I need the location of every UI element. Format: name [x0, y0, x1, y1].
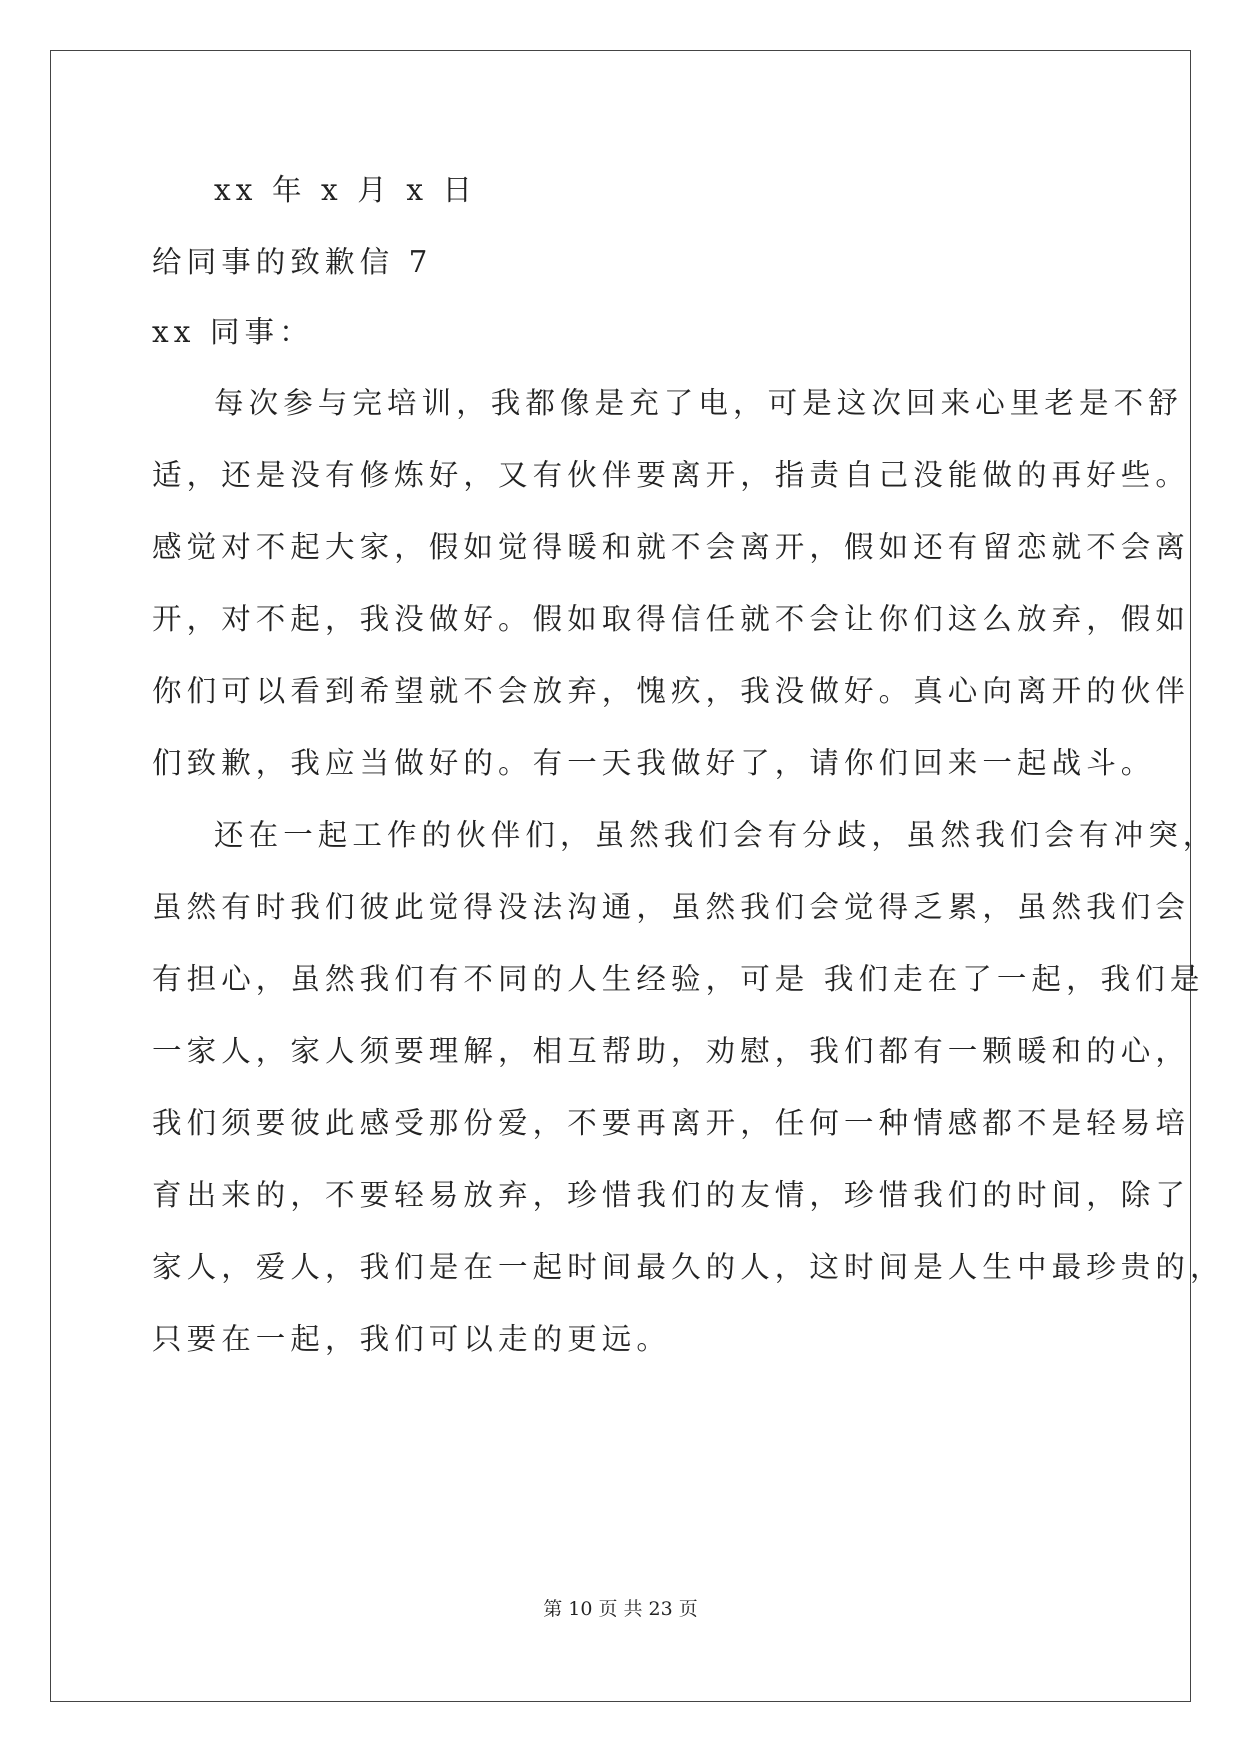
letter-title: 给同事的致歉信 7 — [152, 245, 433, 279]
paragraph-1-line: 适，还是没有修炼好，又有伙伴要离开，指责自己没能做的再好些。 — [152, 458, 1191, 492]
paragraph-2-line: 虽然有时我们彼此觉得没法沟通，虽然我们会觉得乏累，虽然我们会 — [152, 890, 1191, 924]
paragraph-2-line: 只要在一起，我们可以走的更远。 — [152, 1322, 672, 1356]
date-line: xx 年 x 月 x 日 — [214, 173, 478, 207]
paragraph-2-line: 育出来的，不要轻易放弃，珍惜我们的友情，珍惜我们的时间，除了 — [152, 1178, 1191, 1212]
paragraph-2-line: 还在一起工作的伙伴们，虽然我们会有分歧，虽然我们会有冲突， — [214, 818, 1218, 852]
salutation: xx 同事： — [152, 315, 314, 349]
page-border — [50, 50, 1191, 1702]
paragraph-2-line: 有担心，虽然我们有不同的人生经验，可是 我们走在了一起，我们是 — [152, 962, 1205, 996]
page-number-footer: 第 10 页 共 23 页 — [543, 1598, 698, 1620]
paragraph-2-line: 一家人，家人须要理解，相互帮助，劝慰，我们都有一颗暖和的心， — [152, 1034, 1191, 1068]
paragraph-1-line: 们致歉，我应当做好的。有一天我做好了，请你们回来一起战斗。 — [152, 746, 1156, 780]
paragraph-1-line: 你们可以看到希望就不会放弃，愧疚，我没做好。真心向离开的伙伴 — [152, 674, 1191, 708]
paragraph-2-line: 家人，爱人，我们是在一起时间最久的人，这时间是人生中最珍贵的， — [152, 1250, 1225, 1284]
paragraph-1-line: 感觉对不起大家，假如觉得暖和就不会离开，假如还有留恋就不会离 — [152, 530, 1191, 564]
paragraph-1-line: 开，对不起，我没做好。假如取得信任就不会让你们这么放弃，假如 — [152, 602, 1191, 636]
paragraph-2-line: 我们须要彼此感受那份爱，不要再离开，任何一种情感都不是轻易培 — [152, 1106, 1191, 1140]
paragraph-1-line: 每次参与完培训，我都像是充了电，可是这次回来心里老是不舒 — [214, 386, 1183, 420]
